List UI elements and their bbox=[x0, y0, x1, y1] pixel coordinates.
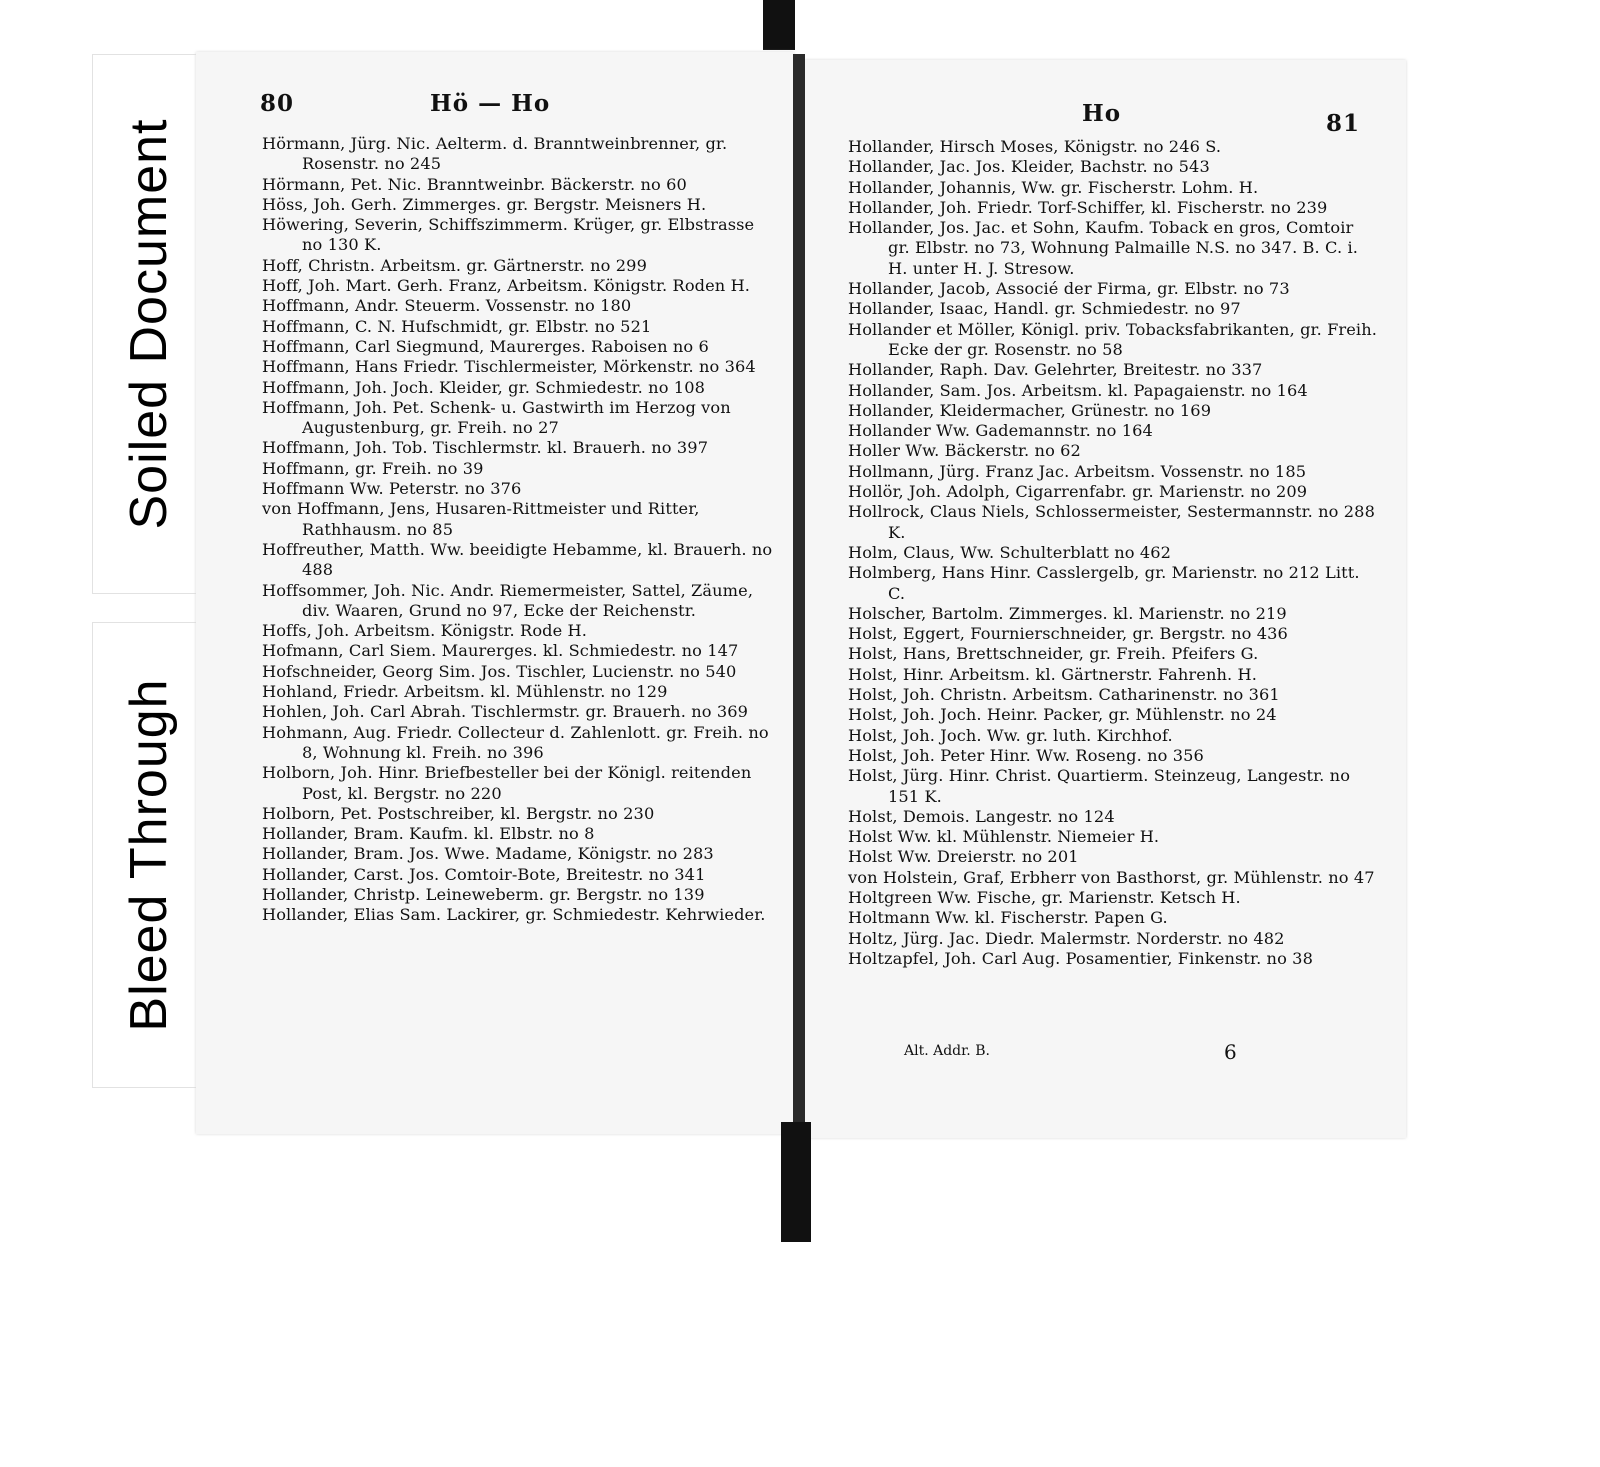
directory-entry: Holscher, Bartolm. Zimmerges. kl. Marienstr. no 219 bbox=[848, 603, 1287, 623]
directory-entry: Holtmann Ww. kl. Fischerstr. Papen G. bbox=[848, 908, 1168, 928]
directory-entry: Hoffs, Joh. Arbeitsm. Königstr. Rode H. bbox=[262, 621, 588, 641]
directory-entry: Holtz, Jürg. Jac. Diedr. Malermstr. Norderstr. no 482 bbox=[848, 928, 1285, 948]
directory-entry: Hoffmann, Carl Siegmund, Maurerges. Raboisen no 6 bbox=[262, 336, 709, 356]
directory-entry: Hollander, Hirsch Moses, Königstr. no 246 S. bbox=[848, 137, 1222, 156]
directory-entry: Holst Ww. Dreierstr. no 201 bbox=[848, 847, 1079, 867]
left-page-number: 80 bbox=[260, 90, 295, 117]
left-entry-list bbox=[262, 134, 778, 926]
directory-entry: Hoffmann, Andr. Steuerm. Vossenstr. no 180 bbox=[262, 296, 632, 316]
stamp-bleed-through-text: Bleed Through bbox=[120, 678, 178, 1032]
directory-entry: Hohlen, Joh. Carl Abrah. Tischlermstr. gr. Brauerh. no 369 bbox=[262, 702, 749, 722]
directory-entry: Holst, Demois. Langestr. no 124 bbox=[848, 806, 1115, 826]
directory-entry: Hoffmann, Joh. Joch. Kleider, gr. Schmiedestr. no 108 bbox=[262, 377, 705, 397]
directory-entry: Hollander, Isaac, Handl. gr. Schmiedestr. no 97 bbox=[848, 299, 1241, 319]
directory-entry: Hofmann, Carl Siem. Maurerges. kl. Schmiedestr. no 147 bbox=[262, 641, 739, 661]
directory-entry: Hoffmann, Joh. Pet. Schenk- u. Gastwirth im Herzog von Augustenburg, gr. Freih. no 27 bbox=[262, 397, 731, 438]
directory-entry: Hollander, Johannis, Ww. gr. Fischerstr. Lohm. H. bbox=[848, 177, 1259, 197]
directory-entry: Hoffmann, C. N. Hufschmidt, gr. Elbstr. no 521 bbox=[262, 316, 652, 336]
directory-entry: Hollander et Möller, Königl. priv. Tobacksfabrikanten, gr. Freih. Ecke der gr. Rosenstr. no 58 bbox=[848, 319, 1377, 359]
directory-entry: Hoff, Christn. Arbeitsm. gr. Gärtnerstr. no 299 bbox=[262, 255, 647, 275]
footer-note: Alt. Addr. B. bbox=[904, 1043, 990, 1059]
directory-entry: Hoffmann, Joh. Tob. Tischlermstr. kl. Brauerh. no 397 bbox=[262, 438, 709, 458]
right-page-number: 81 bbox=[1326, 110, 1361, 137]
directory-entry: Hoffmann, gr. Freih. no 39 bbox=[262, 458, 484, 478]
directory-entry: Hoffsommer, Joh. Nic. Andr. Riemermeister, Sattel, Zäume, div. Waaren, Grund no 97, Ecke der Reichenstr. bbox=[262, 580, 754, 620]
binding-tab-top bbox=[763, 0, 795, 50]
directory-entry: Hohmann, Aug. Friedr. Collecteur d. Zahlenlott. gr. Freih. no 8, Wohnung kl. Freih. no 396 bbox=[262, 722, 769, 762]
directory-entry: Hollander, Carst. Jos. Comtoir-Bote, Breitestr. no 341 bbox=[262, 864, 706, 884]
directory-entry: Holst, Joh. Joch. Ww. gr. luth. Kirchhof. bbox=[848, 725, 1173, 745]
stamp-bleed-through bbox=[92, 622, 206, 1088]
binding-tab-bottom bbox=[781, 1122, 811, 1242]
directory-entry: Hollander, Jacob, Associé der Firma, gr. Elbstr. no 73 bbox=[848, 279, 1290, 299]
directory-entry: Hollander, Raph. Dav. Gelehrter, Breitestr. no 337 bbox=[848, 360, 1263, 380]
directory-entry: Holler Ww. Bäckerstr. no 62 bbox=[848, 441, 1081, 461]
directory-entry: Hollrock, Claus Niels, Schlossermeister, Sestermannstr. no 288 K. bbox=[848, 502, 1375, 542]
directory-entry: Hofschneider, Georg Sim. Jos. Tischler, Lucienstr. no 540 bbox=[262, 661, 737, 681]
directory-entry: von Holstein, Graf, Erbherr von Basthorst, gr. Mühlenstr. no 47 bbox=[848, 867, 1375, 887]
directory-entry: Hollander, Jos. Jac. et Sohn, Kaufm. Toback en gros, Comtoir gr. Elbstr. no 73, Wohnung Palmaille N.S. no 347. B. C. i. H. unter H. J. Stresow. bbox=[848, 218, 1358, 278]
directory-entry: Hollander, Elias Sam. Lackirer, gr. Schmiedestr. Kehrwieder. bbox=[262, 905, 766, 925]
directory-entry: Hoffmann, Hans Friedr. Tischlermeister, Mörkenstr. no 364 bbox=[262, 357, 756, 377]
directory-entry: Hollander, Kleidermacher, Grünestr. no 169 bbox=[848, 400, 1212, 420]
directory-entry: Holst, Jürg. Hinr. Christ. Quartierm. Steinzeug, Langestr. no 151 K. bbox=[848, 766, 1351, 806]
directory-entry: Hörmann, Pet. Nic. Branntweinbr. Bäckerstr. no 60 bbox=[262, 174, 687, 194]
right-page-heading: Ho bbox=[1082, 100, 1122, 127]
directory-entry: Hoffmann Ww. Peterstr. no 376 bbox=[262, 479, 522, 499]
directory-entry: Holst, Joh. Christn. Arbeitsm. Catharinenstr. no 361 bbox=[848, 685, 1280, 705]
right-entry-list bbox=[848, 137, 1378, 969]
directory-entry: Holst, Hinr. Arbeitsm. kl. Gärtnerstr. Fahrenh. H. bbox=[848, 664, 1257, 684]
directory-entry: Hollander, Jac. Jos. Kleider, Bachstr. no 543 bbox=[848, 157, 1210, 177]
directory-entry: Hörmann, Jürg. Nic. Aelterm. d. Branntweinbrenner, gr. Rosenstr. no 245 bbox=[262, 134, 728, 174]
directory-entry: Höwering, Severin, Schiffszimmerm. Krüger, gr. Elbstrasse no 130 K. bbox=[262, 215, 755, 255]
directory-entry: Holtgreen Ww. Fische, gr. Marienstr. Ketsch H. bbox=[848, 887, 1241, 907]
directory-entry: Holst, Hans, Brettschneider, gr. Freih. Pfeifers G. bbox=[848, 644, 1259, 664]
directory-entry: Holst, Joh. Joch. Heinr. Packer, gr. Mühlenstr. no 24 bbox=[848, 705, 1277, 725]
directory-entry: Hoff, Joh. Mart. Gerh. Franz, Arbeitsm. Königstr. Roden H. bbox=[262, 276, 751, 296]
directory-entry: Hollander, Joh. Friedr. Torf-Schiffer, kl. Fischerstr. no 239 bbox=[848, 197, 1328, 217]
directory-entry: Holst, Joh. Peter Hinr. Ww. Roseng. no 356 bbox=[848, 745, 1204, 765]
directory-entry: Holtzapfel, Joh. Carl Aug. Posamentier, Finkenstr. no 38 bbox=[848, 948, 1313, 968]
left-page-heading: Hö — Ho bbox=[430, 90, 551, 117]
book-spine bbox=[793, 54, 805, 1134]
directory-entry: Hollander Ww. Gademannstr. no 164 bbox=[848, 421, 1153, 441]
directory-entry: Hohland, Friedr. Arbeitsm. kl. Mühlenstr. no 129 bbox=[262, 682, 668, 702]
directory-entry: Hollmann, Jürg. Franz Jac. Arbeitsm. Vossenstr. no 185 bbox=[848, 461, 1307, 481]
directory-entry: Hollander, Bram. Kaufm. kl. Elbstr. no 8 bbox=[262, 824, 595, 844]
directory-entry: Holmberg, Hans Hinr. Casslergelb, gr. Marienstr. no 212 Litt. C. bbox=[848, 563, 1360, 603]
directory-entry: Holst Ww. kl. Mühlenstr. Niemeier H. bbox=[848, 827, 1160, 847]
directory-entry: Holborn, Joh. Hinr. Briefbesteller bei der Königl. reitenden Post, kl. Bergstr. no 220 bbox=[262, 763, 752, 803]
directory-entry: Hollander, Christp. Leineweberm. gr. Bergstr. no 139 bbox=[262, 884, 705, 904]
directory-entry: von Hoffmann, Jens, Husaren-Rittmeister und Ritter, Rathhausm. no 85 bbox=[262, 499, 700, 539]
directory-entry: Hoffreuther, Matth. Ww. beeidigte Hebamme, kl. Brauerh. no 488 bbox=[262, 539, 773, 580]
directory-entry: Hollander, Sam. Jos. Arbeitsm. kl. Papagaienstr. no 164 bbox=[848, 380, 1308, 400]
directory-entry: Holborn, Pet. Postschreiber, kl. Bergstr. no 230 bbox=[262, 803, 655, 823]
directory-entry: Höss, Joh. Gerh. Zimmerges. gr. Bergstr. Meisners H. bbox=[262, 194, 707, 214]
stamp-soiled-document bbox=[92, 54, 206, 594]
stamp-soiled-document-text: Soiled Document bbox=[120, 118, 178, 530]
directory-entry: Holm, Claus, Ww. Schulterblatt no 462 bbox=[848, 542, 1172, 562]
signature-mark: 6 bbox=[1224, 1040, 1237, 1064]
directory-entry: Holst, Eggert, Fournierschneider, gr. Bergstr. no 436 bbox=[848, 624, 1288, 644]
directory-entry: Hollander, Bram. Jos. Wwe. Madame, Königstr. no 283 bbox=[262, 844, 714, 864]
directory-entry: Hollör, Joh. Adolph, Cigarrenfabr. gr. Marienstr. no 209 bbox=[848, 482, 1308, 502]
